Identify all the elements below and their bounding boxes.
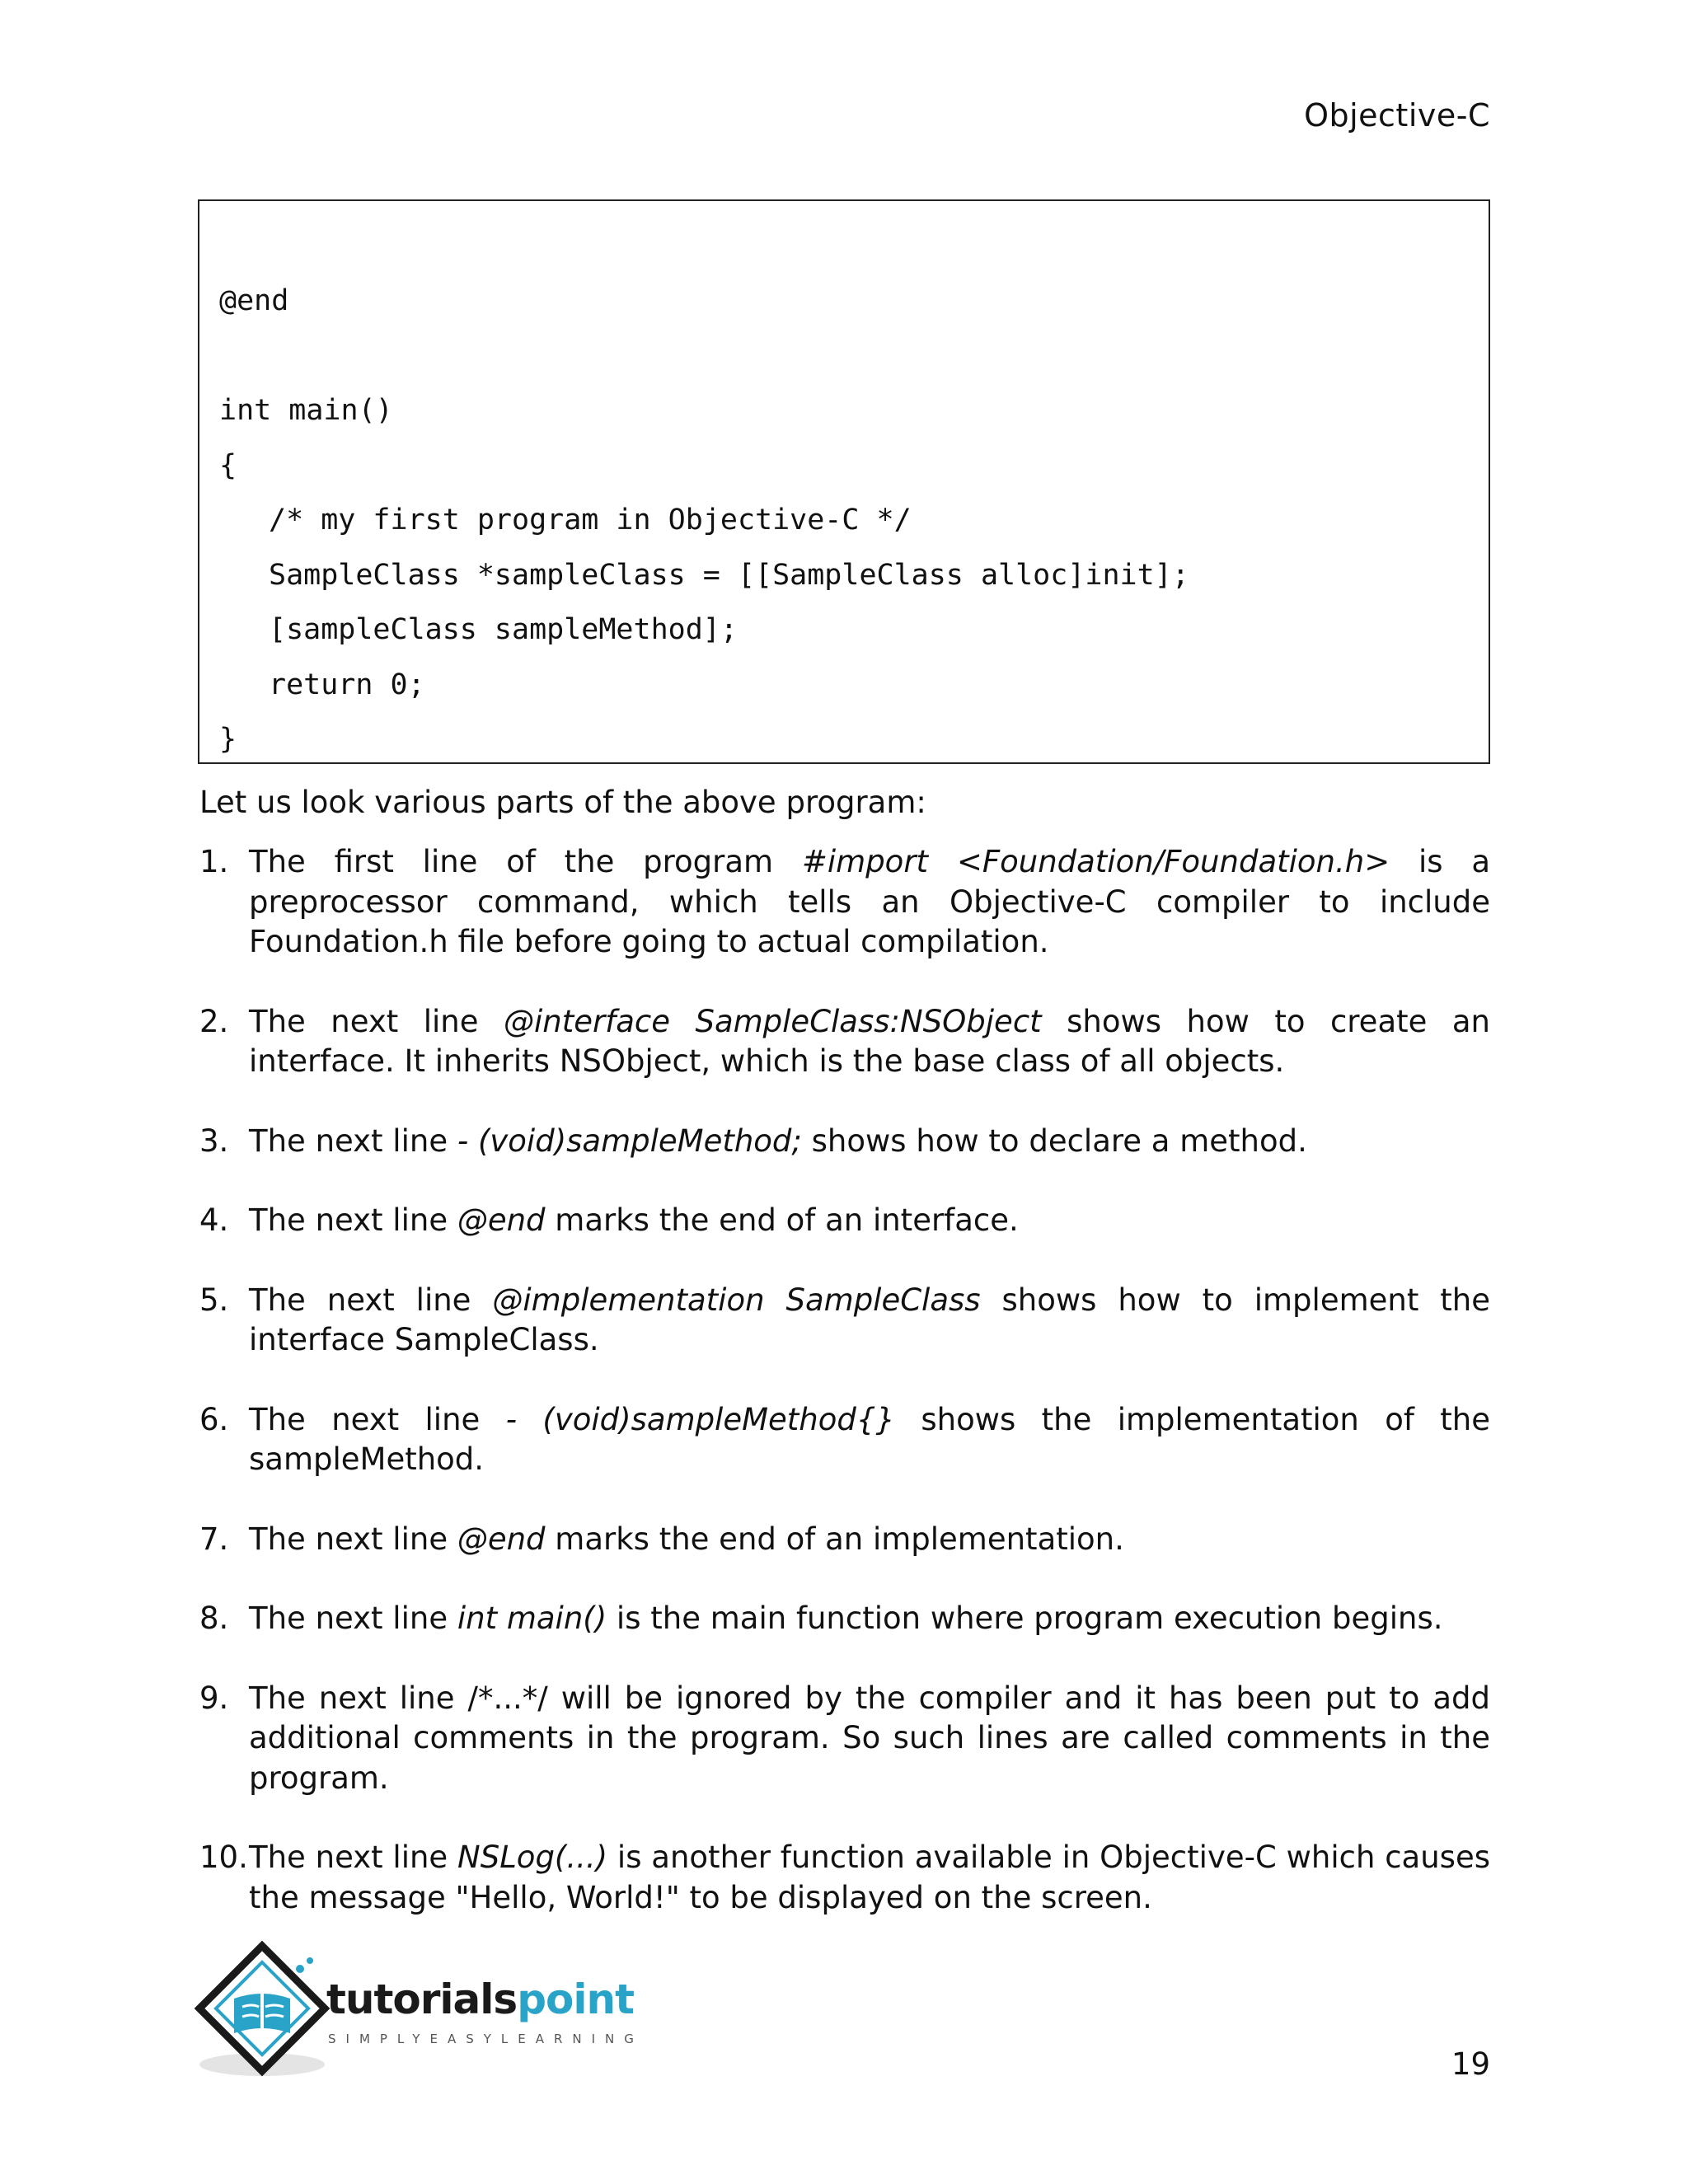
list-item-number: 8. bbox=[199, 1601, 229, 1636]
list-item bbox=[199, 1002, 1490, 1082]
list-item-text: is a preprocessor command, which tells an Objective-C compiler to include Foundation.h file before going to actual compilation. bbox=[249, 844, 1490, 959]
code-line: { bbox=[219, 448, 237, 482]
list-item bbox=[199, 1599, 1490, 1639]
list-item-number: 3. bbox=[199, 1122, 229, 1159]
list-item-text: shows the implementation of the sampleMethod. bbox=[249, 1401, 1491, 1477]
list-item bbox=[199, 1679, 1490, 1799]
logo-emblem-icon bbox=[195, 1941, 335, 2085]
list-item-text: marks the end of an implementation. bbox=[545, 1521, 1124, 1557]
list-item-number: 9. bbox=[199, 1680, 229, 1716]
list-item-code: @end bbox=[457, 1521, 546, 1557]
list-item-code: NSLog(...) bbox=[457, 1840, 608, 1875]
code-line: SampleClass *sampleClass = [[SampleClass alloc]init]; bbox=[269, 558, 1189, 592]
logo-wordmark bbox=[326, 1975, 634, 2023]
list-item-text: is another function available in Objective-C which causes the message "Hello, World!" to be displayed on the screen. bbox=[249, 1840, 1490, 1915]
list-item-number: 10. bbox=[199, 1840, 248, 1875]
list-item bbox=[199, 842, 1490, 963]
list-item-text: is the main function where program execution begins. bbox=[607, 1601, 1443, 1636]
list-item-text: The next line bbox=[249, 1282, 493, 1318]
list-item-text: The next line bbox=[249, 1401, 506, 1437]
list-item bbox=[199, 1400, 1490, 1480]
list-item-text: The next line bbox=[249, 1202, 457, 1238]
list-item-text: shows how to declare a method. bbox=[801, 1122, 1307, 1159]
code-line: /* my first program in Objective-C */ bbox=[269, 504, 912, 537]
list-item-code: @implementation SampleClass bbox=[492, 1282, 981, 1318]
list-item-text: The next line /*...*/ will be ignored by the compiler and it has been put to add additional comments in the program. So such lines are called comments in the program. bbox=[249, 1680, 1490, 1796]
code-line: } bbox=[219, 723, 237, 756]
list-item-number: 4. bbox=[199, 1202, 229, 1238]
list-item-text: The first line of the program bbox=[249, 844, 802, 879]
list-item-code: @end bbox=[457, 1202, 546, 1238]
code-line-blank bbox=[219, 329, 1489, 384]
page-number: 19 bbox=[1451, 2046, 1490, 2082]
list-item-code: - (void)sampleMethod; bbox=[457, 1122, 802, 1159]
list-item bbox=[199, 1520, 1490, 1560]
page-header-title: Objective-C bbox=[1304, 97, 1490, 134]
list-item-text: shows how to create an interface. It inherits NSObject, which is the base class of all objects. bbox=[249, 1003, 1490, 1079]
tutorialspoint-logo bbox=[195, 1941, 656, 2085]
code-block bbox=[198, 199, 1490, 764]
list-item-code: #import <Foundation/Foundation.h> bbox=[801, 844, 1390, 879]
list-item-number: 7. bbox=[199, 1521, 229, 1557]
list-item-code: @interface SampleClass:NSObject bbox=[503, 1003, 1042, 1039]
list-item-number: 2. bbox=[199, 1003, 229, 1039]
intro-paragraph: Let us look various parts of the above program: bbox=[199, 785, 926, 820]
list-item bbox=[199, 1838, 1490, 1918]
list-item-text: The next line bbox=[249, 1122, 457, 1159]
list-item-text: The next line bbox=[249, 1521, 457, 1557]
list-item-text: The next line bbox=[249, 1601, 457, 1636]
logo-word-tutorials: tutorials bbox=[326, 1975, 518, 2023]
list-item-number: 1. bbox=[199, 844, 229, 879]
code-line: [sampleClass sampleMethod]; bbox=[269, 613, 738, 646]
explanation-list bbox=[199, 842, 1490, 1957]
list-item bbox=[199, 1122, 1490, 1162]
list-item-text: The next line bbox=[249, 1840, 458, 1875]
logo-word-point: point bbox=[517, 1975, 634, 2023]
code-line: @end bbox=[219, 284, 289, 317]
list-item-text: shows how to implement the interface SampleClass. bbox=[249, 1282, 1491, 1357]
list-item-text: marks the end of an interface. bbox=[545, 1202, 1019, 1238]
list-item-code: - (void)sampleMethod{} bbox=[505, 1401, 895, 1437]
code-line: return 0; bbox=[269, 668, 425, 701]
list-item bbox=[199, 1201, 1490, 1241]
list-item-number: 6. bbox=[199, 1401, 229, 1437]
list-item-number: 5. bbox=[199, 1282, 229, 1318]
logo-tagline: SIMPLYEASYLEARNING bbox=[328, 2032, 644, 2046]
code-line: int main() bbox=[219, 394, 393, 427]
list-item-text: The next line bbox=[249, 1003, 504, 1039]
list-item-code: int main() bbox=[457, 1601, 607, 1636]
list-item bbox=[199, 1281, 1490, 1361]
